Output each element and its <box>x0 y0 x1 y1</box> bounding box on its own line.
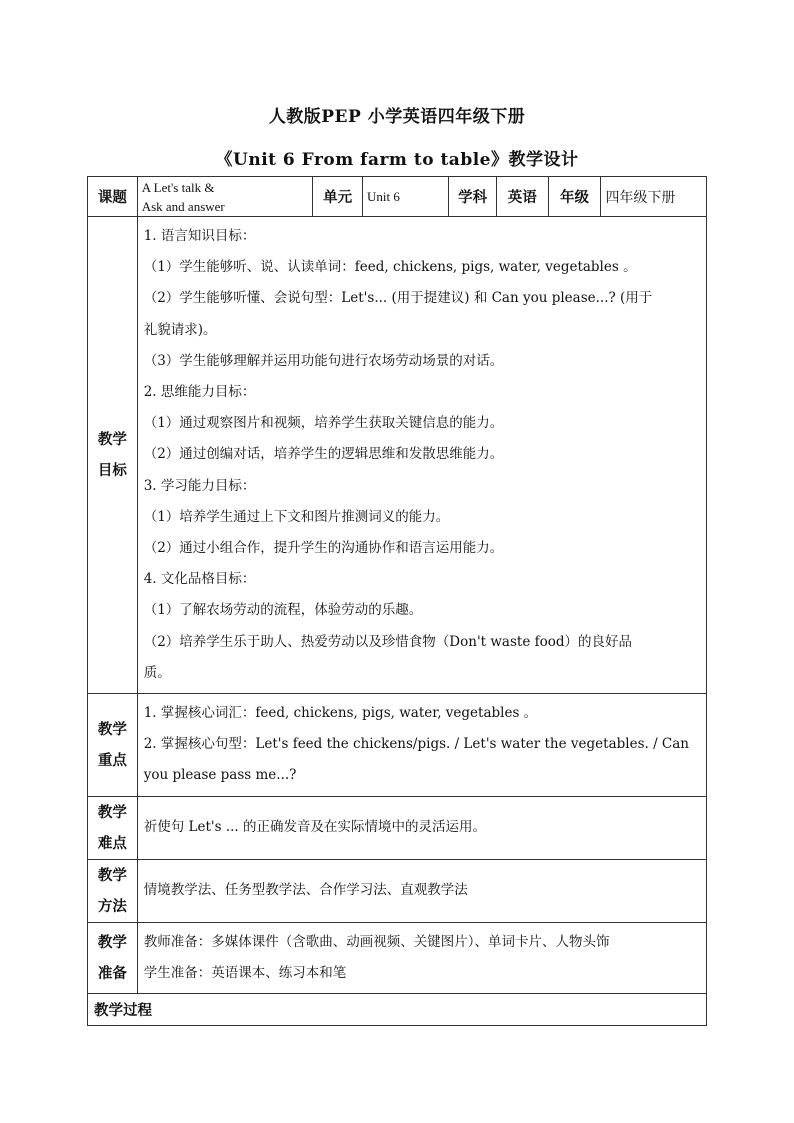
grade-value: 四年级下册 <box>601 177 707 217</box>
objective-line: （1）通过观察图片和视频，培养学生获取关键信息的能力。 <box>143 415 504 432</box>
methods-row <box>88 859 707 922</box>
objective-line: 4. 文化品格目标： <box>143 571 256 588</box>
objectives-label-line1: 教学 <box>97 431 127 449</box>
topic-label: 课题 <box>88 177 138 217</box>
preparation-row <box>88 922 707 993</box>
lesson-plan-table <box>87 176 707 1026</box>
key-points-label <box>88 694 138 797</box>
difficulties-row <box>88 796 707 859</box>
objective-line: （2）培养学生乐于助人、热爱劳动以及珍惜食物（Don't waste food）的良好品 <box>143 633 633 650</box>
topic-value-line1: A Let's talk & <box>141 179 215 195</box>
objective-line: 质。 <box>143 664 171 681</box>
preparation-content <box>137 922 706 993</box>
key-point-line: 2. 掌握核心句型：Let's feed the chickens/pigs. / Let's water the vegetables. / Can <box>143 736 689 753</box>
key-point-line: you please pass me...? <box>143 767 297 784</box>
objective-line: 礼貌请求)。 <box>143 321 217 338</box>
topic-value <box>137 177 313 217</box>
grade-label: 年级 <box>548 177 601 217</box>
topic-value-line2: Ask and answer <box>141 198 225 214</box>
unit-label: 单元 <box>313 177 363 217</box>
objectives-label <box>88 217 138 694</box>
key-points-label-line2: 重点 <box>97 751 127 769</box>
objective-line: （1）学生能够听、说、认读单词：feed, chickens, pigs, water, vegetables 。 <box>143 259 637 276</box>
preparation-label-line1: 教学 <box>97 933 127 951</box>
teacher-preparation: 教师准备：多媒体课件（含歌曲、动画视频、关键图片）、单词卡片、人物头饰 <box>143 933 610 950</box>
subject-label: 学科 <box>449 177 497 217</box>
objective-line: （1）培养学生通过上下文和图片推测词义的能力。 <box>143 508 450 525</box>
key-points-label-line1: 教学 <box>97 720 127 738</box>
objectives-content <box>137 217 706 694</box>
process-row <box>88 994 707 1026</box>
objectives-label-line2: 目标 <box>97 462 127 480</box>
process-label: 教学过程 <box>88 994 707 1026</box>
difficulties-content: 祈使句 Let's ... 的正确发音及在实际情境中的灵活运用。 <box>137 796 706 859</box>
difficulties-label <box>88 796 138 859</box>
objective-line: （2）通过创编对话，培养学生的逻辑思维和发散思维能力。 <box>143 446 504 463</box>
header-row <box>88 177 707 217</box>
difficulties-label-line1: 教学 <box>97 803 127 821</box>
document-subtitle: 《Unit 6 From farm to table》教学设计 <box>215 150 579 170</box>
methods-content: 情境教学法、任务型教学法、合作学习法、直观教学法 <box>137 859 706 922</box>
methods-label-line1: 教学 <box>97 866 127 884</box>
objective-line: 3. 学习能力目标： <box>143 477 256 494</box>
key-point-line: 1. 掌握核心词汇：feed, chickens, pigs, water, vegetables 。 <box>143 705 538 722</box>
preparation-label <box>88 922 138 993</box>
objective-line: 2. 思维能力目标： <box>143 384 256 401</box>
objective-line: （2）学生能够听懂、会说句型：Let's... (用于提建议) 和 Can you please...? (用于 <box>143 290 653 307</box>
unit-value: Unit 6 <box>362 177 448 217</box>
objective-line: （1）了解农场劳动的流程，体验劳动的乐趣。 <box>143 602 423 619</box>
objective-line: （2）通过小组合作，提升学生的沟通协作和语言运用能力。 <box>143 540 504 557</box>
difficulties-label-line2: 难点 <box>97 834 127 852</box>
objective-line: 1. 语言知识目标： <box>143 228 256 244</box>
document-title: 人教版PEP 小学英语四年级下册 <box>268 107 526 127</box>
key-points-row <box>88 694 707 797</box>
methods-label <box>88 859 138 922</box>
subject-value: 英语 <box>496 177 548 217</box>
methods-label-line2: 方法 <box>97 897 127 915</box>
student-preparation: 学生准备：英语课本、练习本和笔 <box>143 964 347 981</box>
objective-line: （3）学生能够理解并运用功能句进行农场劳动场景的对话。 <box>143 352 504 369</box>
preparation-label-line2: 准备 <box>97 964 127 982</box>
key-points-content <box>137 694 706 797</box>
objectives-row <box>88 217 707 694</box>
